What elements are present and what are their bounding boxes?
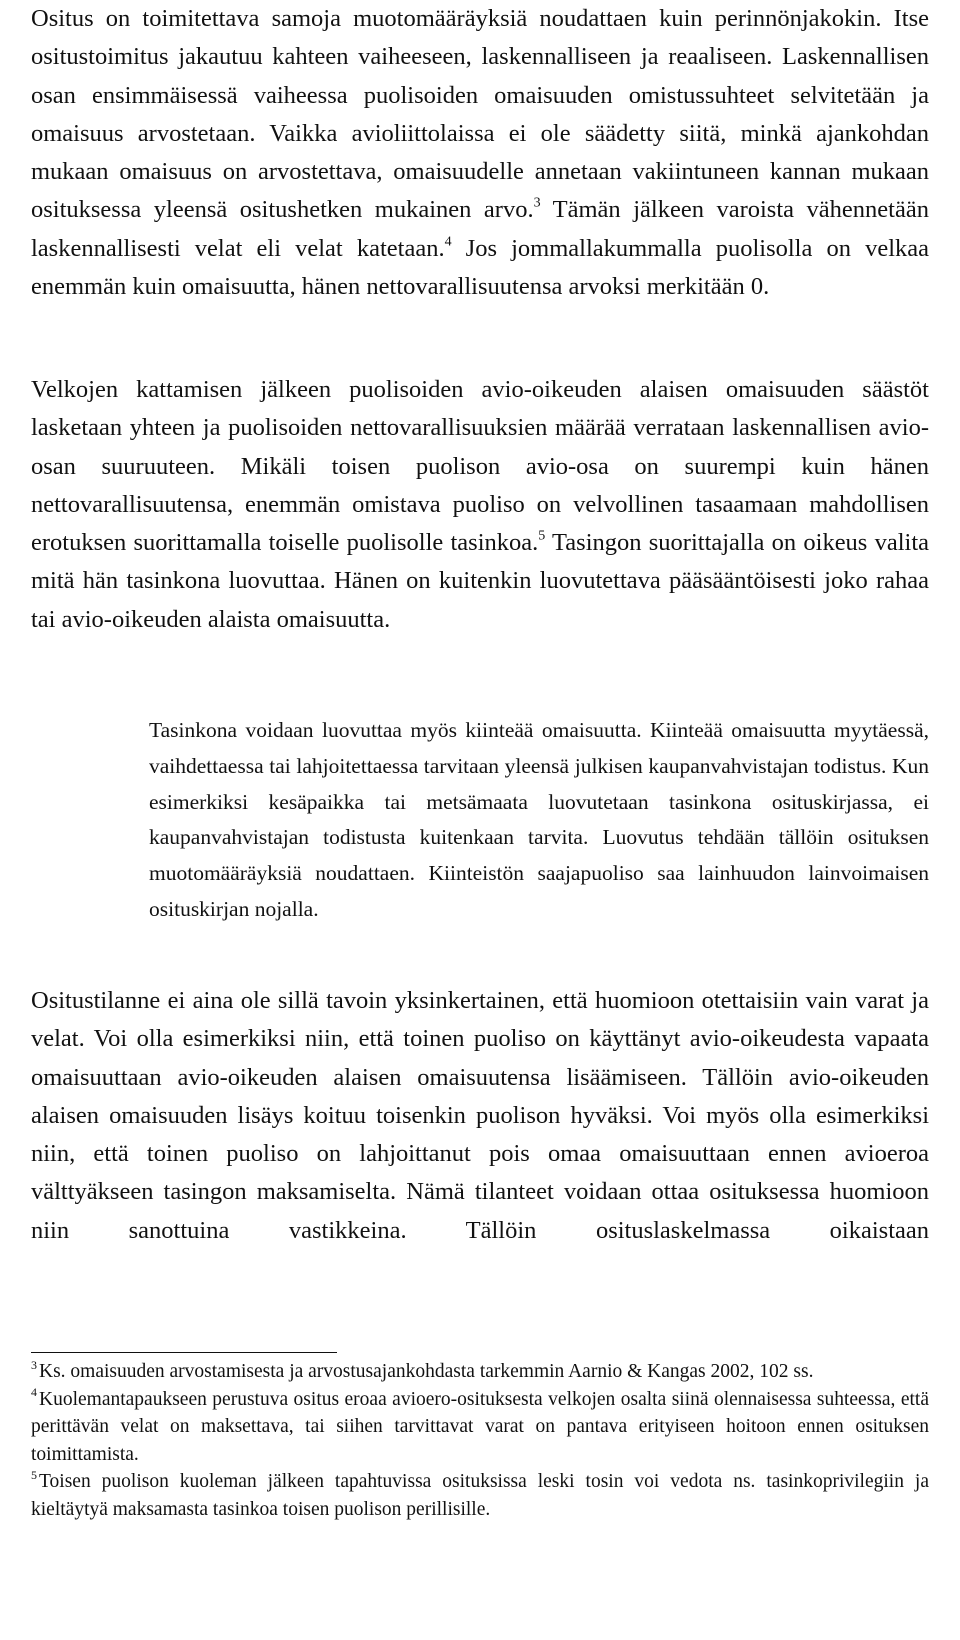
footnote-text: Kuolemantapaukseen perustuva ositus eroaa avioero-osituksesta velkojen osalta siinä olennaisessa suhteessa, että perittävän velat on maksettava, tai siihen tarvittavat varat on pantava erityiseen hoitoon ennen osituksen toimittamista. <box>31 1388 929 1465</box>
paragraph-2 <box>31 371 929 639</box>
footnote-5 <box>31 1468 929 1523</box>
footnote-number: 4 <box>31 1385 37 1400</box>
paragraph-2-text-a: Velkojen kattamisen jälkeen puolisoiden avio-oikeuden alaisen omaisuuden säästöt lasketaan yhteen ja puolisoiden nettovarallisuuksien määrää verrataan laskennallisen avio-osan suuruuteen. Mikäli toisen puolison avio-osa on suurempi kuin hänen nettovarallisuutensa, enemmän omistava puoliso on velvollinen tasaamaan mahdollisen erotuksen suorittamalla toiselle puolisolle tasinkoa. <box>31 376 929 557</box>
footnote-ref-4[interactable]: 4 <box>444 234 452 250</box>
footnote-ref-3[interactable]: 3 <box>533 195 541 211</box>
paragraph-1-text-b: Tämän jälkeen varoista vähennetään laskennallisesti velat eli velat katetaan. <box>31 196 929 262</box>
footnote-3 <box>31 1358 929 1386</box>
block-quote: Tasinkona voidaan luovuttaa myös kiinteää omaisuutta. Kiinteää omaisuutta myytäessä, vaihdettaessa tai lahjoitettaessa tarvitaan yleensä julkisen kaupanvahvistajan todistus. Kun esimerkiksi kesäpaikka tai metsämaata luovutetaan tasinkona osituskirjassa, ei kaupanvahvistajan todistusta kuitenkaan tarvita. Luovutus tehdään tällöin osituksen muotomääräyksiä noudattaen. Kiinteistön saajapuoliso saa lainhuudon lainvoimaisen osituskirjan nojalla. <box>149 718 929 921</box>
footnote-ref-5[interactable]: 5 <box>538 528 546 544</box>
footnote-number: 3 <box>31 1357 37 1372</box>
paragraph-1-text-c: Jos jommallakummalla puolisolla on velkaa enemmän kuin omaisuutta, hänen nettovarallisuutensa arvoksi merkitään 0. <box>31 234 930 301</box>
paragraph-1 <box>31 0 929 306</box>
footnote-text: Ks. omaisuuden arvostamisesta ja arvostusajankohdasta tarkemmin Aarnio & Kangas 2002, 102 ss. <box>39 1361 814 1382</box>
footnotes <box>31 1358 929 1524</box>
footnote-number: 5 <box>31 1467 37 1482</box>
paragraph-2-text-b: Tasingon suorittajalla on oikeus valita mitä hän tasinkona luovuttaa. Hänen on kuitenkin luovutettava pääsääntöisesti joko rahaa tai avio-oikeuden alaista omaisuutta. <box>31 529 929 633</box>
paragraph-3: Ositustilanne ei aina ole sillä tavoin yksinkertainen, että huomioon otettaisiin vain varat ja velat. Voi olla esimerkiksi niin, että toinen puoliso on käyttänyt avio-oikeudesta vapaata omaisuuttaan avio-oikeuden alaisen omaisuutensa lisäämiseen. Tällöin avio-oikeuden alaisen omaisuuden lisäys koituu toisenkin puolison hyväksi. Voi myös olla esimerkiksi niin, että toinen puoliso on lahjoittanut pois omaa omaisuuttaan ennen avioeroa välttyäkseen tasingon maksamiselta. Nämä tilanteet voidaan ottaa osituksessa huomioon niin sanottuina vastikkeina. Tällöin osituslaskelmassa oikaistaan <box>31 987 929 1244</box>
footnote-separator <box>31 1352 337 1353</box>
footnote-4 <box>31 1386 929 1469</box>
paragraph-1-text-a: Ositus on toimitettava samoja muotomääräyksiä noudattaen kuin perinnönjakokin. Itse ositustoimitus jakautuu kahteen vaiheeseen, laskennalliseen ja reaaliseen. Laskennallisen osan ensimmäisessä vaiheessa puolisoiden omaisuuden omistussuhteet selvitetään ja omaisuus arvostetaan. Vaikka avioliittolaissa ei ole säädetty siitä, minkä ajankohdan mukaan omaisuus on arvostettava, omaisuudelle annetaan vakiintuneen kannan mukaan osituksessa yleensä ositushetken mukainen arvo. <box>31 5 929 224</box>
footnote-text: Toisen puolison kuoleman jälkeen tapahtuvissa osituksissa leski tosin voi vedota ns. tasinkoprivilegiin ja kieltäytyä maksamasta tasinkoa toisen puolison perillisille. <box>31 1471 929 1520</box>
